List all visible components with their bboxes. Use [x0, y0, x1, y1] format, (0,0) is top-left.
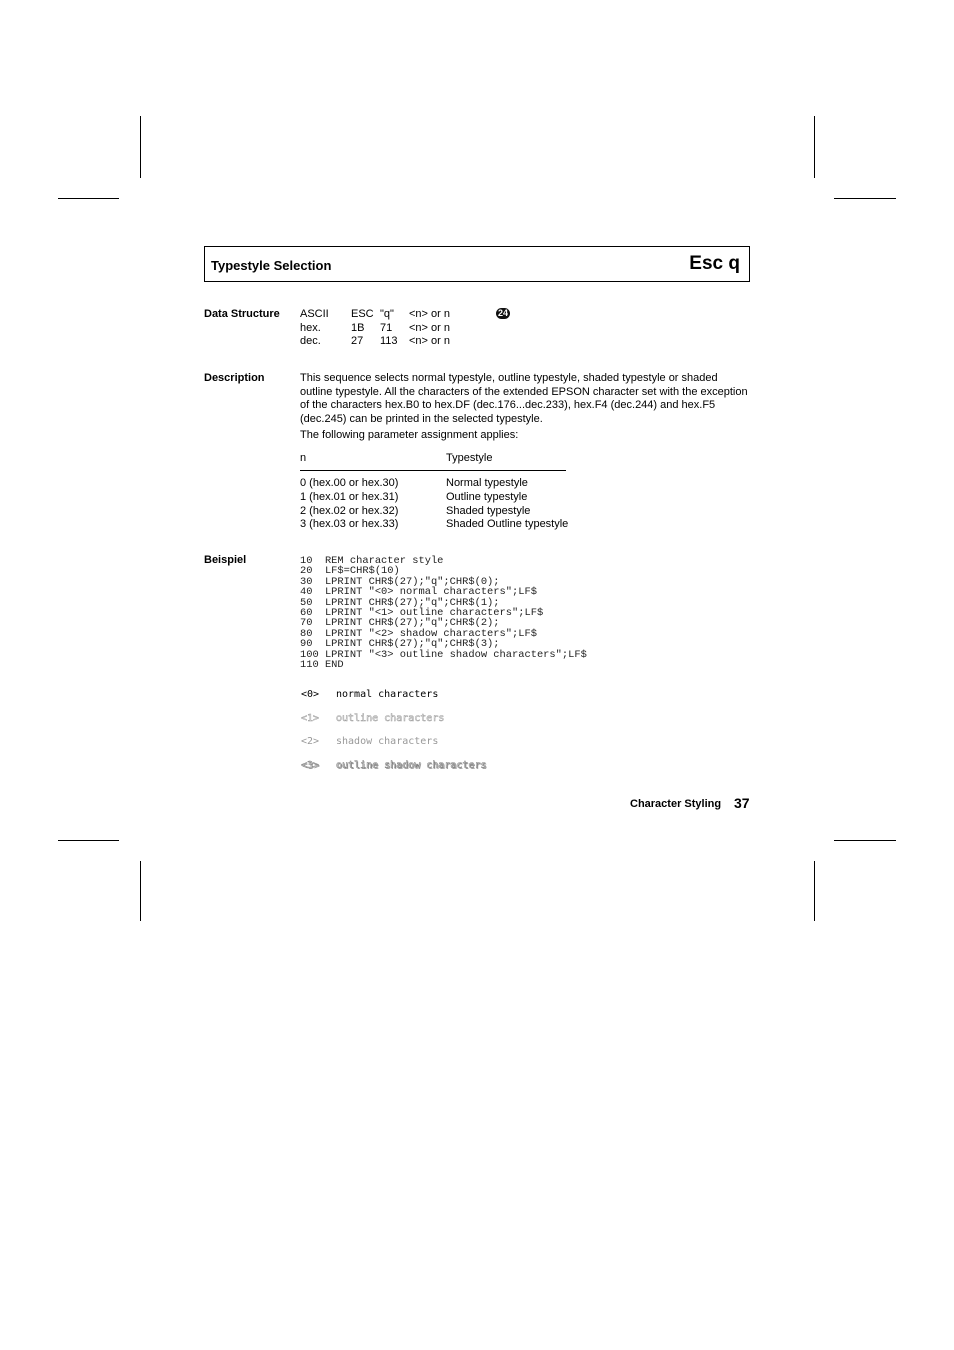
command-code: Esc q [689, 253, 740, 274]
code-line: 60 LPRINT "<1> outline characters";LF$ [300, 607, 544, 620]
ds-cell: <n> or n [409, 335, 450, 347]
ds-cell: <n> or n [409, 308, 450, 320]
code-line: 80 LPRINT "<2> shadow characters";LF$ [300, 627, 537, 640]
table-row [300, 505, 600, 519]
ds-cell: hex. [300, 321, 321, 334]
ds-cell: 113 [380, 335, 398, 347]
badge-24: 24 [498, 308, 509, 318]
ds-cell: ASCII [300, 308, 329, 320]
ds-cell: dec. [300, 335, 321, 347]
data-structure-label: Data Structure [204, 308, 280, 320]
description-note: The following parameter assignment applies: [300, 429, 519, 441]
data-structure-table [300, 308, 500, 349]
section-title: Typestyle Selection [211, 258, 332, 273]
code-line: 90 LPRINT CHR$(27);"q";CHR$(3); [300, 638, 500, 651]
code-line: 70 LPRINT CHR$(27);"q";CHR$(2); [300, 617, 500, 630]
code-listing [300, 556, 587, 670]
crop-mark [834, 198, 896, 199]
param-value: 1 (hex.01 or hex.31) [300, 490, 399, 503]
data-structure-row [300, 335, 500, 349]
code-line: 100 LPRINT "<3> outline shadow characters";LF$ [300, 648, 587, 661]
table-rule [300, 470, 566, 471]
crop-mark [814, 116, 815, 178]
badge-icon [496, 307, 510, 319]
code-line: 40 LPRINT "<0> normal characters";LF$ [300, 586, 537, 599]
table-row [300, 518, 600, 532]
description-text: This sequence selects normal typestyle, outline typestyle, shaded typestyle or shaded outline typestyle. All the characters of the extended EPSON character set with the exception of the characters hex.B0 to hex.DF (dec.176...dec.233), hex.F4 (dec.244) and hex.F5 (dec.245) can be printed in the selected typestyle. [300, 372, 748, 425]
print-sample [301, 689, 521, 783]
sample-tag: <2> [301, 736, 320, 747]
description-label: Description [204, 372, 265, 384]
sample-text: outline characters [336, 712, 445, 724]
crop-mark [58, 840, 119, 841]
ds-cell: "q" [380, 308, 394, 320]
param-header-typestyle: Typestyle [446, 452, 493, 464]
ds-cell: <n> or n [409, 321, 450, 334]
data-structure-row [300, 322, 500, 336]
data-structure-row [300, 308, 500, 322]
param-value: 3 (hex.03 or hex.33) [300, 518, 399, 531]
ds-cell: 27 [351, 335, 364, 347]
ds-cell: 1B [351, 321, 365, 334]
param-typestyle: Shaded Outline typestyle [446, 518, 569, 531]
sample-tag: <1> [301, 712, 320, 724]
crop-mark [140, 116, 141, 178]
sample-line [301, 760, 521, 784]
sample-line [301, 713, 521, 737]
crop-mark [834, 840, 896, 841]
ds-cell: ESC [351, 308, 374, 320]
footer-section: Character Styling [630, 798, 722, 810]
section-header [204, 246, 750, 282]
crop-mark [58, 198, 119, 199]
code-line: 50 LPRINT CHR$(27);"q";CHR$(1); [300, 596, 500, 609]
sample-text: normal characters [336, 689, 439, 700]
code-line: 10 REM character style [300, 555, 444, 567]
param-value: 0 (hex.00 or hex.30) [300, 477, 399, 489]
sample-line [301, 736, 521, 760]
page-number: 37 [734, 795, 750, 811]
sample-line [301, 689, 521, 713]
param-header-n: n [300, 452, 307, 464]
sample-tag: <3> [301, 759, 320, 771]
param-typestyle: Shaded typestyle [446, 504, 531, 517]
param-value: 2 (hex.02 or hex.32) [300, 504, 399, 517]
param-typestyle: Outline typestyle [446, 490, 528, 503]
sample-tag: <0> [301, 689, 320, 700]
param-table [300, 477, 600, 532]
ds-cell: 71 [380, 321, 393, 334]
table-row [300, 477, 600, 491]
table-row [300, 491, 600, 505]
crop-mark [140, 861, 141, 921]
example-label: Beispiel [204, 554, 247, 566]
crop-mark [814, 861, 815, 921]
param-typestyle: Normal typestyle [446, 477, 528, 489]
sample-text: shadow characters [336, 736, 439, 747]
code-line: 110 END [300, 659, 344, 672]
code-line: 30 LPRINT CHR$(27);"q";CHR$(0); [300, 575, 500, 588]
sample-text: outline shadow characters [336, 759, 487, 771]
code-line: 20 LF$=CHR$(10) [300, 565, 400, 578]
